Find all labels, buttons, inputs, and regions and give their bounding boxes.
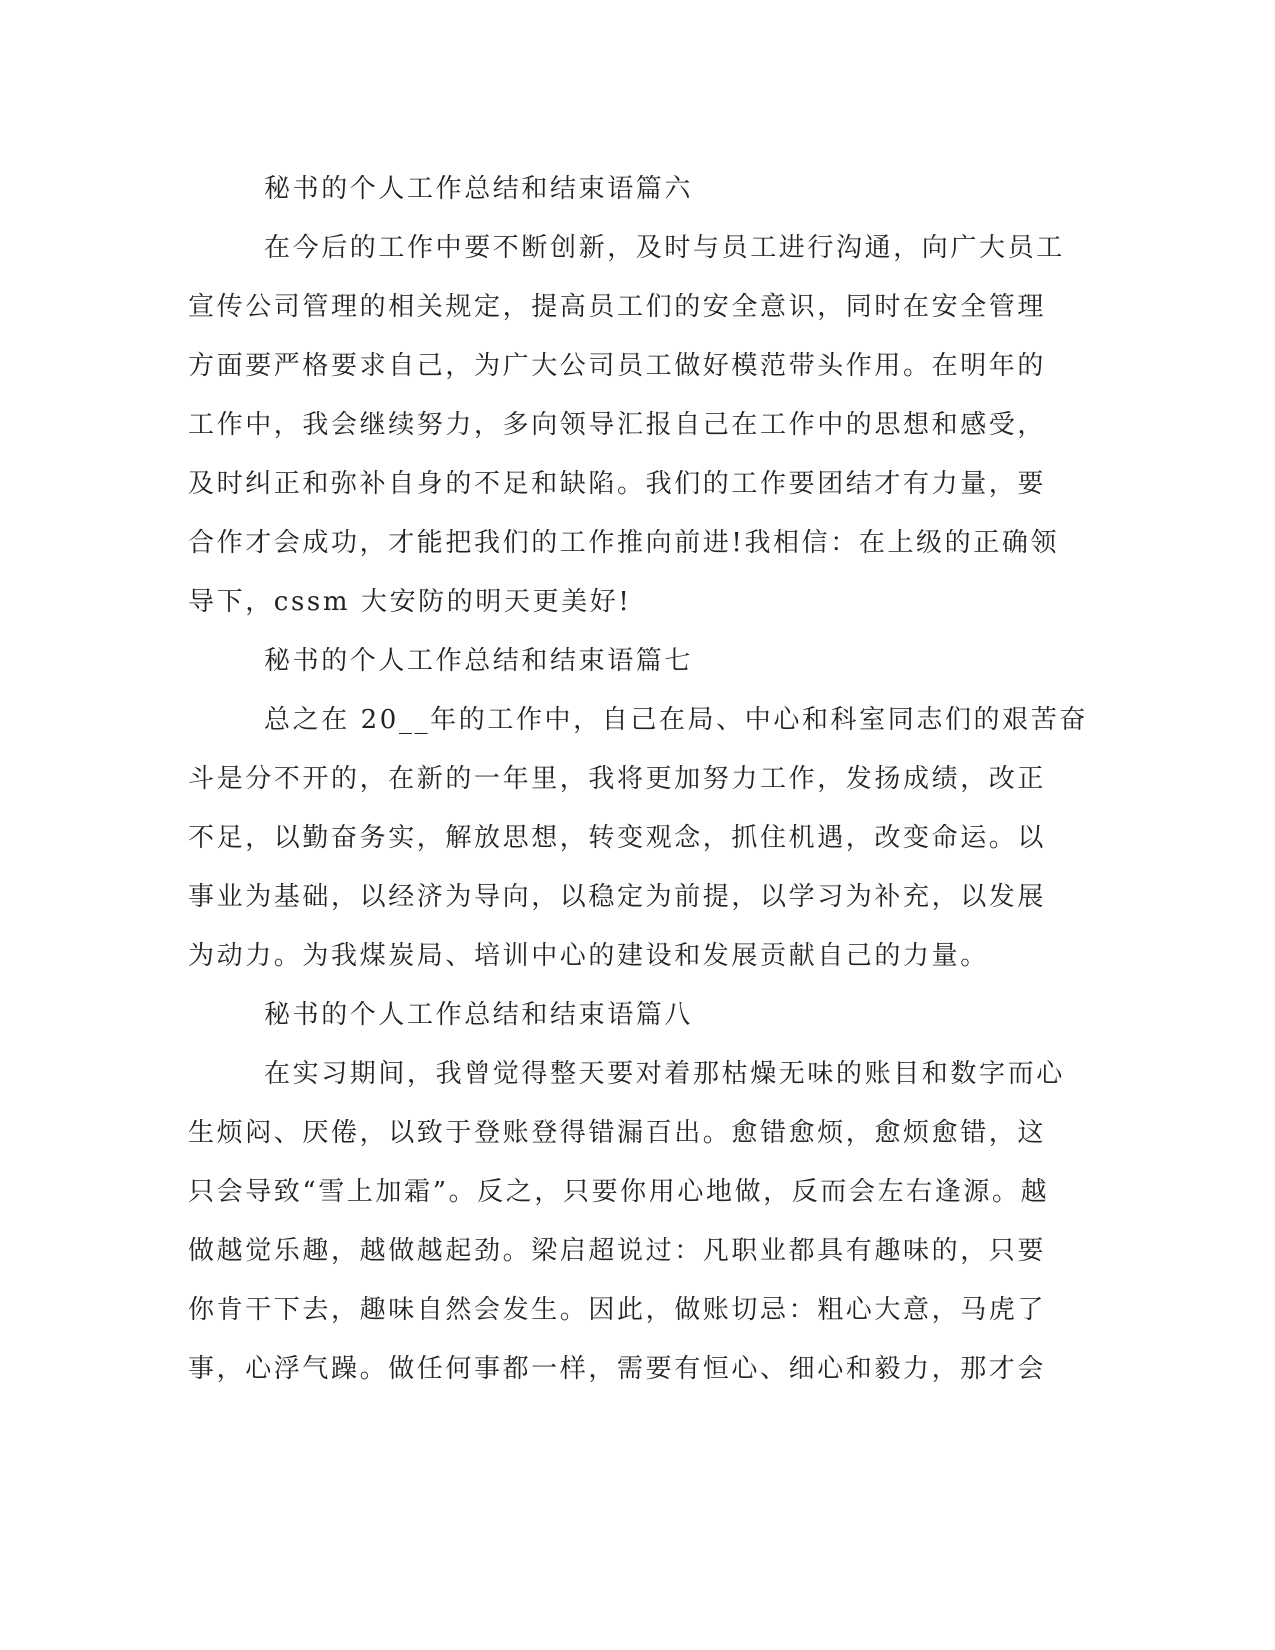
paragraph-line: 合作才会成功，才能把我们的工作推向前进!我相信：在上级的正确领 [188,528,1060,558]
paragraph-line: 斗是分不开的，在新的一年里，我将更加努力工作，发扬成绩，改正 [188,764,1047,794]
section-heading-6: 秘书的个人工作总结和结束语篇六 [264,174,694,204]
paragraph-section-6 [188,219,1083,632]
section-heading-8: 秘书的个人工作总结和结束语篇八 [264,1000,694,1030]
section-heading-7: 秘书的个人工作总结和结束语篇七 [264,646,694,676]
paragraph-line: 方面要严格要求自己，为广大公司员工做好模范带头作用。在明年的 [188,351,1047,381]
paragraph-line: 为动力。为我煤炭局、培训中心的建设和发展贡献自己的力量。 [188,941,989,971]
paragraph-section-8 [188,1045,1083,1399]
paragraph-line: 总之在 20__年的工作中，自己在局、中心和科室同志们的艰苦奋 [264,705,1088,735]
paragraph-line: 事，心浮气躁。做任何事都一样，需要有恒心、细心和毅力，那才会 [188,1354,1047,1384]
paragraph-line: 只会导致“雪上加霜”。反之，只要你用心地做，反而会左右逢源。越 [188,1177,1050,1207]
paragraph-line: 导下，cssm 大安防的明天更美好! [188,587,632,617]
paragraph-section-7 [188,691,1088,986]
paragraph-line: 事业为基础，以经济为导向，以稳定为前提，以学习为补充，以发展 [188,882,1047,912]
paragraph-line: 在实习期间，我曾觉得整天要对着那枯燥无味的账目和数字而心 [264,1059,1065,1089]
paragraph-line: 生烦闷、厌倦，以致于登账登得错漏百出。愈错愈烦，愈烦愈错，这 [188,1118,1047,1148]
paragraph-line: 工作中，我会继续努力，多向领导汇报自己在工作中的思想和感受， [188,410,1047,440]
paragraph-line: 不足，以勤奋务实，解放思想，转变观念，抓住机遇，改变命运。以 [188,823,1047,853]
paragraph-line: 及时纠正和弥补自身的不足和缺陷。我们的工作要团结才有力量，要 [188,469,1047,499]
document-body [188,160,1088,1399]
paragraph-line: 在今后的工作中要不断创新，及时与员工进行沟通，向广大员工 [264,233,1065,263]
paragraph-line: 宣传公司管理的相关规定，提高员工们的安全意识，同时在安全管理 [188,292,1047,322]
paragraph-line: 做越觉乐趣，越做越起劲。梁启超说过：凡职业都具有趣味的，只要 [188,1236,1047,1266]
paragraph-line: 你肯干下去，趣味自然会发生。因此，做账切忌：粗心大意，马虎了 [188,1295,1047,1325]
